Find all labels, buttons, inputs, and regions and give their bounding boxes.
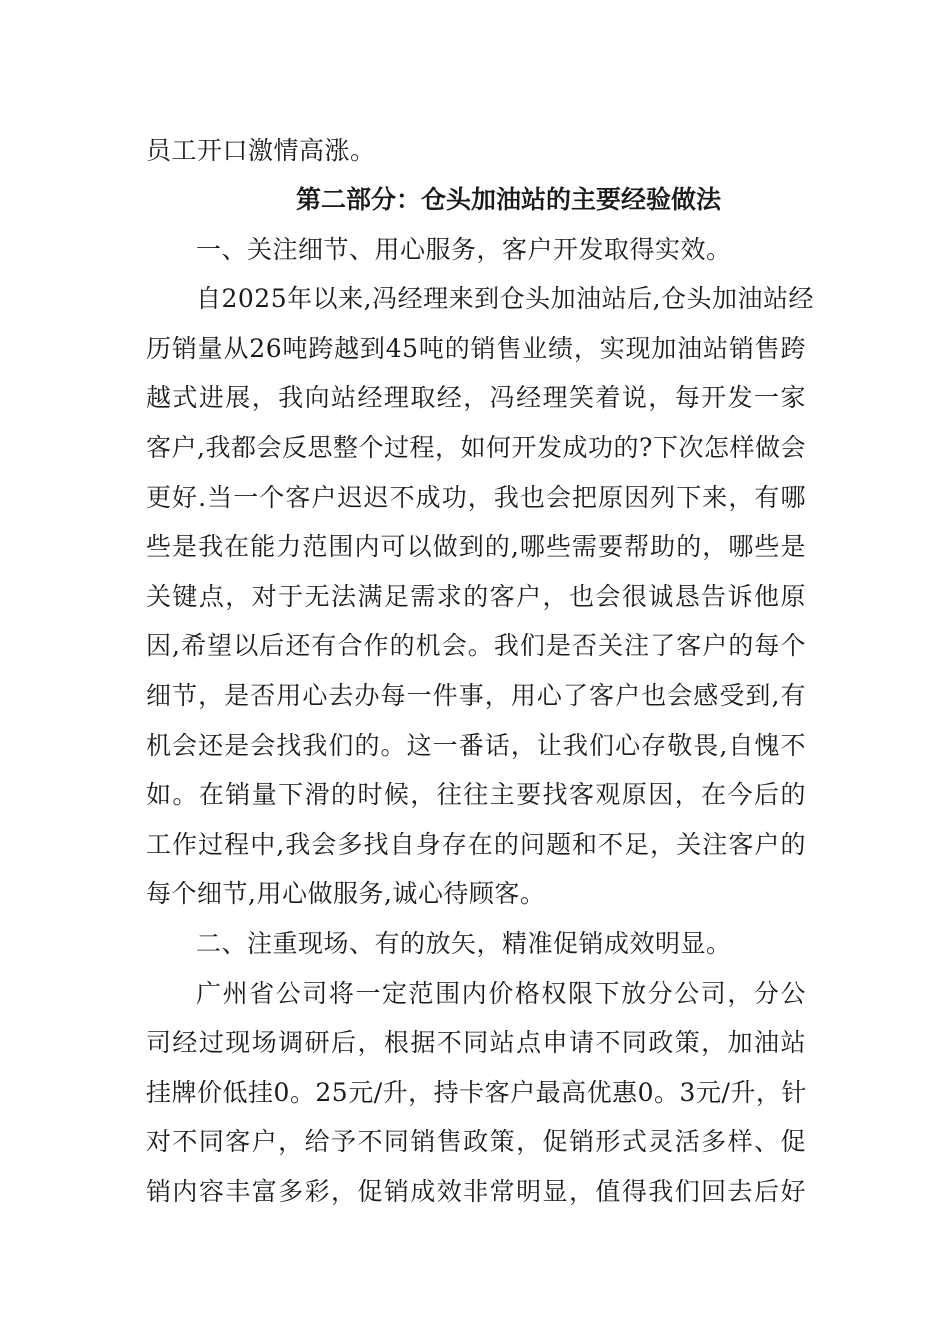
paragraph-line: 司经过现场调研后，根据不同站点申请不同政策，加油站 <box>146 1028 806 1057</box>
paragraph-line: 销内容丰富多彩，促销成效非常明显，值得我们回去后好 <box>146 1177 806 1206</box>
paragraph-line: 如。在销量下滑的时候，往往主要找客观原因，在今后的 <box>146 780 806 809</box>
paragraph-line: 工作过程中,我会多找自身存在的问题和不足，关注客户的 <box>146 830 806 859</box>
paragraph-line: 因,希望以后还有合作的机会。我们是否关注了客户的每个 <box>146 631 806 660</box>
paragraph-line: 些是我在能力范围内可以做到的,哪些需要帮助的，哪些是 <box>146 532 806 561</box>
part-title: 第二部分：仓头加油站的主要经验做法 <box>296 185 722 214</box>
paragraph-line: 对不同客户，给予不同销售政策，促销形式灵活多样、促 <box>146 1127 806 1156</box>
section-heading: 一、关注细节、用心服务，客户开发取得实效。 <box>196 235 732 264</box>
section-heading: 二、注重现场、有的放矢，精准促销成效明显。 <box>196 929 732 958</box>
paragraph-line: 自2025年以来,冯经理来到仓头加油站后,仓头加油站经 <box>196 284 815 313</box>
paragraph-line: 越式进展，我向站经理取经，冯经理笑着说，每开发一家 <box>146 383 806 412</box>
paragraph-line: 广州省公司将一定范围内价格权限下放分公司，分公 <box>196 979 806 1008</box>
paragraph-line: 细节，是否用心去办每一件事，用心了客户也会感受到,有 <box>146 681 806 710</box>
paragraph-line: 客户,我都会反思整个过程，如何开发成功的?下次怎样做会 <box>146 433 806 462</box>
paragraph-line: 员工开口激情高涨。 <box>146 136 376 165</box>
paragraph-line: 挂牌价低挂0。25元/升，持卡客户最高优惠0。3元/升，针 <box>146 1078 807 1107</box>
paragraph-line: 关键点，对于无法满足需求的客户，也会很诚恳告诉他原 <box>146 582 806 611</box>
paragraph-line: 更好.当一个客户迟迟不成功，我也会把原因列下来，有哪 <box>146 483 806 512</box>
paragraph-line: 历销量从26吨跨越到45吨的销售业绩，实现加油站销售跨 <box>146 334 806 363</box>
paragraph-line: 机会还是会找我们的。这一番话，让我们心存敬畏,自愧不 <box>146 731 806 760</box>
paragraph-line: 每个细节,用心做服务,诚心待顾客。 <box>146 879 546 908</box>
